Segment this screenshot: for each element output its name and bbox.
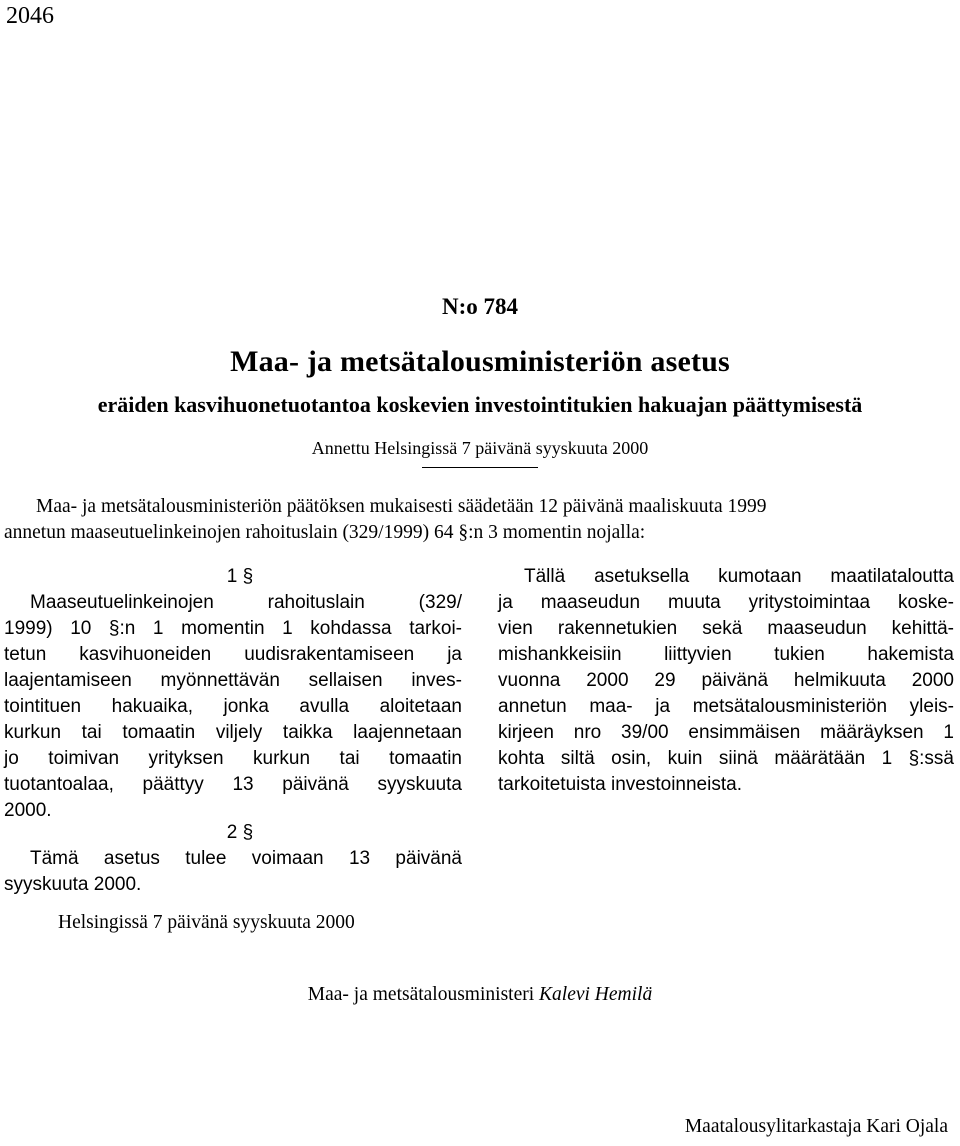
section-1-line: 1999) 10 §:n 1 momentin 1 kohdassa tarkoi- <box>4 618 462 639</box>
right-column-body <box>498 564 954 798</box>
statute-title: Maa- ja metsätalousministeriön asetus <box>230 345 730 378</box>
separator-rule <box>422 467 538 468</box>
section-2-line: Tämä asetus tulee voimaan 13 päivänä <box>30 848 462 869</box>
statute-subtitle: eräiden kasvihuonetuotantoa koskevien investointitukien hakuajan päättymisestä <box>97 392 863 417</box>
right-column-line: mishankkeisiin liittyvien tukien hakemista <box>498 644 954 665</box>
minister-title: Maa- ja metsätalousministeri <box>307 984 535 1005</box>
section-2-line: syyskuuta 2000. <box>4 874 142 895</box>
section-1-line: tetun kasvihuoneiden uudisrakentamiseen ja <box>4 644 462 665</box>
section-2-heading: 2 § <box>226 822 254 843</box>
preamble-line: annetun maaseutuelinkeinojen rahoituslain (329/1999) 64 §:n 3 momentin nojalla: <box>4 522 646 543</box>
section-1-heading: 1 § <box>226 566 254 587</box>
right-column-line: kirjeen nro 39/00 ensimmäisen määräyksen 1 <box>498 722 954 743</box>
section-1-line: Maaseutuelinkeinojen rahoituslain (329/ <box>30 592 462 613</box>
minister-signature <box>0 982 960 1008</box>
right-column-line: annetun maa- ja metsätalousministeriön yleis- <box>498 696 954 717</box>
right-column-line: vuonna 2000 29 päivänä helmikuuta 2000 <box>498 670 954 691</box>
section-1-body <box>4 590 462 824</box>
minister-name: Kalevi Hemilä <box>539 984 653 1005</box>
section-1-line: laajentamiseen myönnettävän sellaisen inves- <box>4 670 462 691</box>
preamble <box>4 494 956 546</box>
right-column-line: vien rakennetukien sekä maaseudun kehittä- <box>498 618 954 639</box>
section-1-line: tointituen hakuaika, jonka avulla aloitetaan <box>4 696 462 717</box>
page-number: 2046 <box>6 3 54 29</box>
section-1-line: jo toimivan yrityksen kurkun tai tomaatin <box>4 748 462 769</box>
section-1-line: kurkun tai tomaatin viljely taikka laajennetaan <box>4 722 462 743</box>
statute-number: N:o 784 <box>441 294 519 319</box>
section-1-line: tuotantoalaa, päättyy 13 päivänä syyskuuta <box>4 774 462 795</box>
section-1-line: 2000. <box>4 800 52 821</box>
section-2-body <box>4 846 462 898</box>
signature-place-date: Helsingissä 7 päivänä syyskuuta 2000 <box>58 912 355 933</box>
right-column-line: Tällä asetuksella kumotaan maatilataloutta <box>524 566 954 587</box>
right-column-line: kohta siltä osin, kuin siinä määrätään 1 §:ssä <box>498 748 954 769</box>
right-column-line: tarkoitetuista investoinneista. <box>498 774 742 795</box>
right-column-line: ja maaseudun muuta yritystoimintaa koske- <box>498 592 954 613</box>
preamble-line: Maa- ja metsätalousministeriön päätöksen mukaisesti säädetään 12 päivänä maaliskuuta 1999 <box>36 496 767 517</box>
issued-date: Annettu Helsingissä 7 päivänä syyskuuta 2000 <box>311 438 649 458</box>
inspector-signature: Maatalousylitarkastaja Kari Ojala <box>684 1116 948 1137</box>
